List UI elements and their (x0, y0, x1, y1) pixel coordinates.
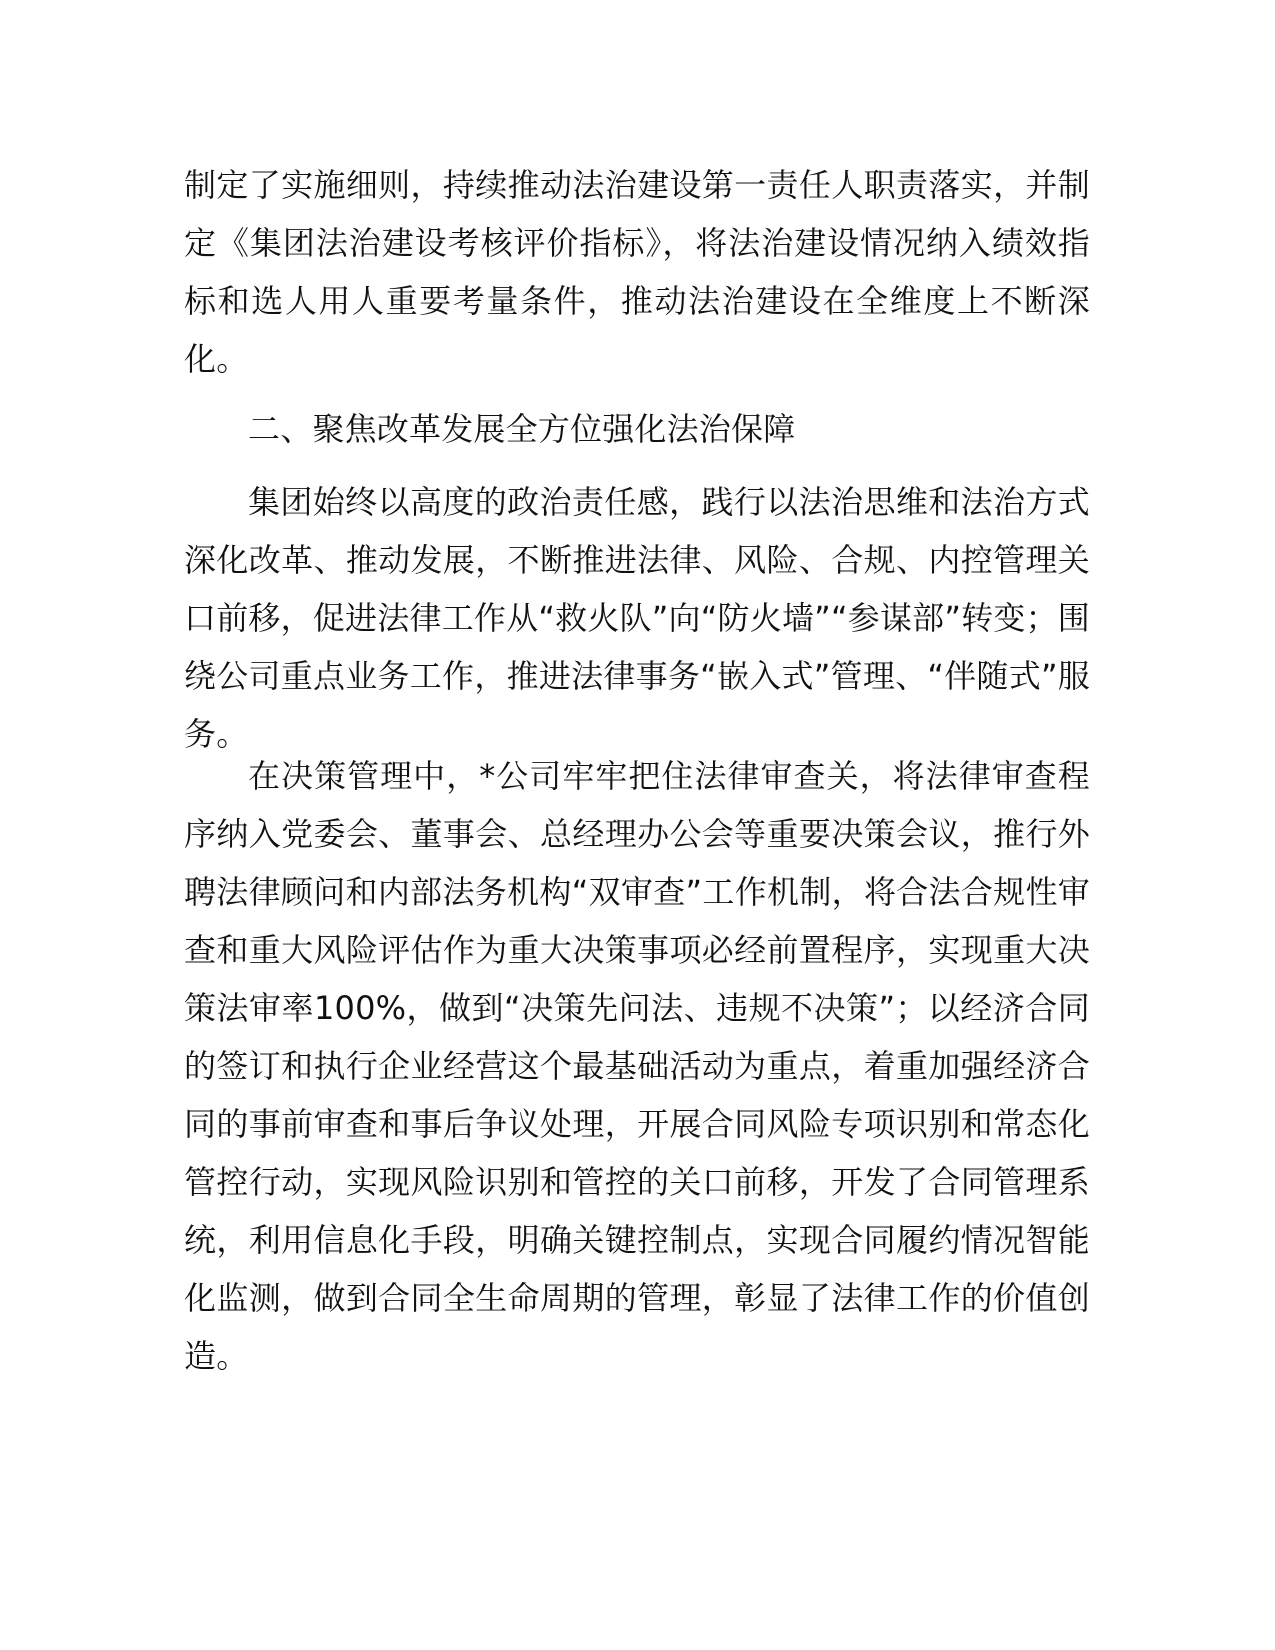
paragraph (184, 747, 1090, 1385)
paragraph-text: 在决策管理中，*公司牢牢把住法律审查关，将法律审查程序纳入党委会、董事会、总经理办公会等重要决策会议，推行外聘法律顾问和内部法务机构“双审查”工作机制，将合法合规性审查和重大风险评估作为重大决策事项必经前置程序，实现重大决策法审率100%，做到“决策先问法、违规不决策”；以经济合同的签订和执行企业经营这个最基础活动为重点，着重加强经济合同的事前审查和事后争议处理，开展合同风险专项识别和常态化管控行动，实现风险识别和管控的关口前移，开发了合同管理系统，利用信息化手段，明确关键控制点，实现合同履约情况智能化监测，做到合同全生命周期的管理，彰显了法律工作的价值创造。 (184, 757, 1090, 1375)
paragraph-text: 集团始终以高度的政治责任感，践行以法治思维和法治方式深化改革、推动发展，不断推进法律、风险、合规、内控管理关口前移，促进法律工作从“救火队”向“防火墙”“参谋部”转变；围绕公司重点业务工作，推进法律事务“嵌入式”管理、“伴随式”服务。 (184, 483, 1090, 753)
section-heading (184, 400, 1090, 458)
paragraph (184, 473, 1090, 763)
section-heading-text: 二、聚焦改革发展全方位强化法治保障 (248, 410, 796, 448)
paragraph-continuation (184, 156, 1090, 388)
paragraph-text: 制定了实施细则，持续推动法治建设第一责任人职责落实，并制定《集团法治建设考核评价指标》，将法治建设情况纳入绩效指标和选人用人重要考量条件，推动法治建设在全维度上不断深化。 (184, 166, 1090, 378)
